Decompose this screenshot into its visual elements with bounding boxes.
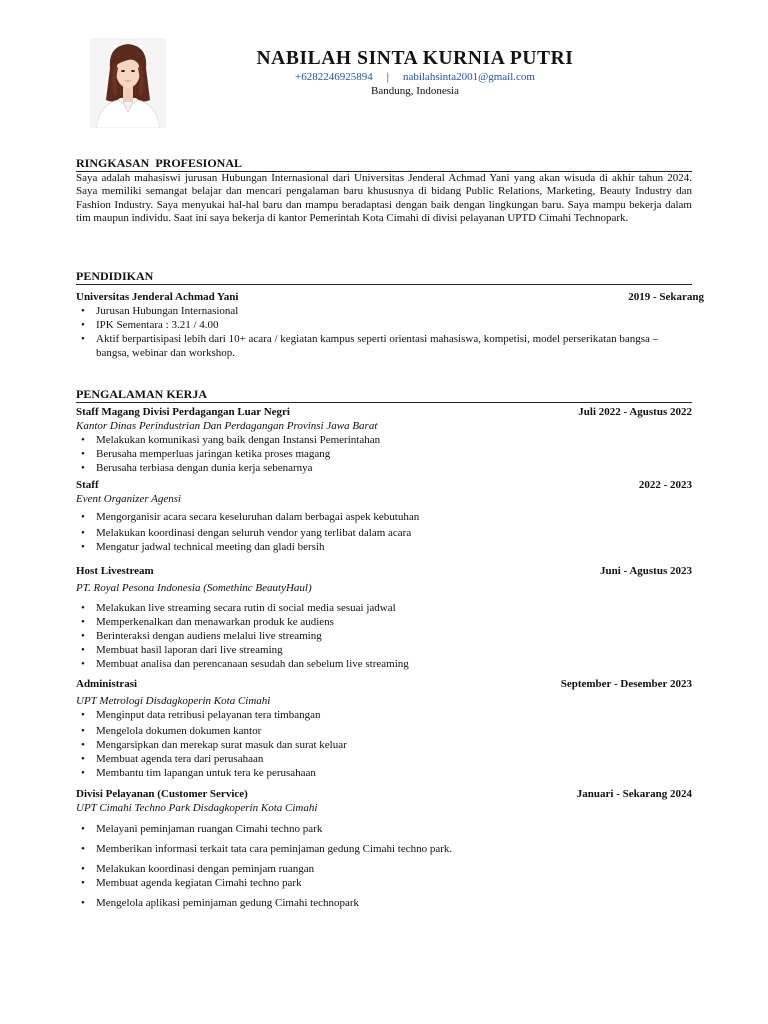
- profile-photo-image: [90, 38, 166, 128]
- job-duties: [76, 601, 692, 671]
- job-duties: [76, 708, 692, 780]
- job-org: UPT Metrologi Disdagkoperin Kota Cimahi: [76, 695, 271, 707]
- job-duties: [76, 510, 692, 554]
- education-title: PENDIDIKAN: [76, 270, 692, 285]
- resume-header: [165, 48, 665, 99]
- experience-title: PENGALAMAN KERJA: [76, 388, 692, 403]
- list-item: • Melakukan koordinasi dengan seluruh vendor yang terlibat dalam acara: [81, 527, 412, 539]
- list-item: • Membuat hasil laporan dari live streaming: [81, 644, 283, 656]
- phone-link[interactable]: +6282246925894: [295, 71, 373, 83]
- job-role: Staff Magang Divisi Perdagangan Luar Negri: [76, 406, 290, 418]
- school-name: Universitas Jenderal Achmad Yani: [76, 291, 239, 303]
- list-item: • Mengelola dokumen dokumen kantor: [81, 725, 262, 737]
- list-item: • Jurusan Hubungan Internasional: [81, 305, 239, 317]
- list-item: • Aktif berpartisipasi lebih dari 10+ acara / kegiatan kampus seperti orientasi mahasiswa, kompetisi, model perserikatan bangsa – bangsa, webinar dan workshop.: [81, 333, 659, 359]
- experience-section: [76, 388, 692, 910]
- list-item: • Berinteraksi dengan audiens melalui live streaming: [81, 630, 322, 642]
- job-row: [76, 406, 692, 419]
- list-item: • Mengarsipkan dan merekap surat masuk dan surat keluar: [81, 739, 347, 751]
- job-row: [76, 678, 692, 691]
- list-item: • Membantu tim lapangan untuk tera ke perusahaan: [81, 767, 316, 779]
- job-role: Administrasi: [76, 678, 138, 690]
- job-org: Kantor Dinas Perindustrian Dan Perdagangan Provinsi Jawa Barat: [76, 420, 378, 432]
- list-item: • Berusaha terbiasa dengan dunia kerja sebenarnya: [81, 462, 313, 474]
- job-date: 2022 - 2023: [638, 479, 692, 491]
- list-item: • Memberikan informasi terkait tata cara peminjaman gedung Cimahi techno park.: [81, 843, 453, 855]
- job-role: Staff: [76, 479, 99, 491]
- job-date: Juni - Agustus 2023: [599, 565, 692, 577]
- list-item: • Menginput data retribusi pelayanan tera timbangan: [81, 709, 321, 721]
- list-item: • Membuat analisa dan perencanaan sesudah dan sebelum live streaming: [81, 658, 409, 670]
- list-item: • Melakukan live streaming secara rutin di social media sesuai jadwal: [81, 602, 396, 614]
- location: Bandung, Indonesia: [371, 85, 459, 97]
- job-row: [76, 788, 692, 801]
- contact-separator: |: [386, 71, 389, 83]
- summary-title: RINGKASAN PROFESIONAL: [76, 157, 692, 172]
- summary-text: Saya adalah mahasiswi jurusan Hubungan Internasional dari Universitas Jenderal Achmad Yani yang akan wisuda di akhir tahun 2024. Saya memiliki semangat belajar dan mencari pengalaman baru khususnya di bidang Public Relations, Marketing, Beauty Industry dan Fashion Industry. Saya menyukai hal-hal baru dan mampu beradaptasi dengan baik dengan lingkungan baru. Saya mampu bekerja dalam tim maupun individu. Saat ini saya bekerja di kantor Pemerintah Kota Cimahi di divisi pelayanan UPTD Cimahi Technopark.: [76, 172, 692, 224]
- job-date: Juli 2022 - Agustus 2022: [578, 406, 692, 418]
- email-link[interactable]: nabilahsinta2001@gmail.com: [402, 71, 535, 83]
- list-item: • Mengelola aplikasi peminjaman gedung Cimahi technopark: [81, 897, 360, 909]
- job-duties: [76, 822, 692, 910]
- job-org: UPT Cimahi Techno Park Disdagkoperin Kota Cimahi: [76, 802, 318, 814]
- candidate-name: NABILAH SINTA KURNIA PUTRI: [256, 48, 574, 69]
- list-item: • Memperkenalkan dan menawarkan produk ke audiens: [81, 616, 334, 628]
- list-item: • Melakukan koordinasi dengan peminjam ruangan: [81, 863, 315, 875]
- list-item: • Melakukan komunikasi yang baik dengan Instansi Pemerintahan: [81, 434, 381, 446]
- education-date: 2019 - Sekarang: [628, 291, 704, 303]
- education-list: [76, 304, 682, 360]
- job-date: Januari - Sekarang 2024: [576, 788, 692, 800]
- job-org: PT. Royal Pesona Indonesia (Somethinc BeautyHaul): [76, 582, 312, 594]
- list-item: • IPK Sementara : 3.21 / 4.00: [81, 319, 219, 331]
- education-section: [76, 270, 704, 360]
- profile-photo: [90, 38, 166, 128]
- list-item: • Mengorganisir acara secara keseluruhan dalam berbagai aspek kebutuhan: [81, 511, 420, 523]
- list-item: • Melayani peminjaman ruangan Cimahi techno park: [81, 823, 323, 835]
- contact-line: [165, 70, 665, 84]
- job-role: Divisi Pelayanan (Customer Service): [76, 788, 248, 800]
- job-role: Host Livestream: [76, 565, 154, 577]
- job-row: [76, 565, 692, 578]
- education-row: [76, 291, 704, 304]
- job-duties: [76, 433, 692, 475]
- list-item: • Membuat agenda tera dari perusahaan: [81, 753, 264, 765]
- job-org: Event Organizer Agensi: [76, 493, 182, 505]
- list-item: • Mengatur jadwal technical meeting dan gladi bersih: [81, 541, 325, 553]
- list-item: • Berusaha memperluas jaringan ketika proses magang: [81, 448, 331, 460]
- job-row: [76, 479, 692, 492]
- summary-section: [76, 157, 692, 225]
- list-item: • Membuat agenda kegiatan Cimahi techno park: [81, 877, 302, 889]
- job-date: September - Desember 2023: [560, 678, 692, 690]
